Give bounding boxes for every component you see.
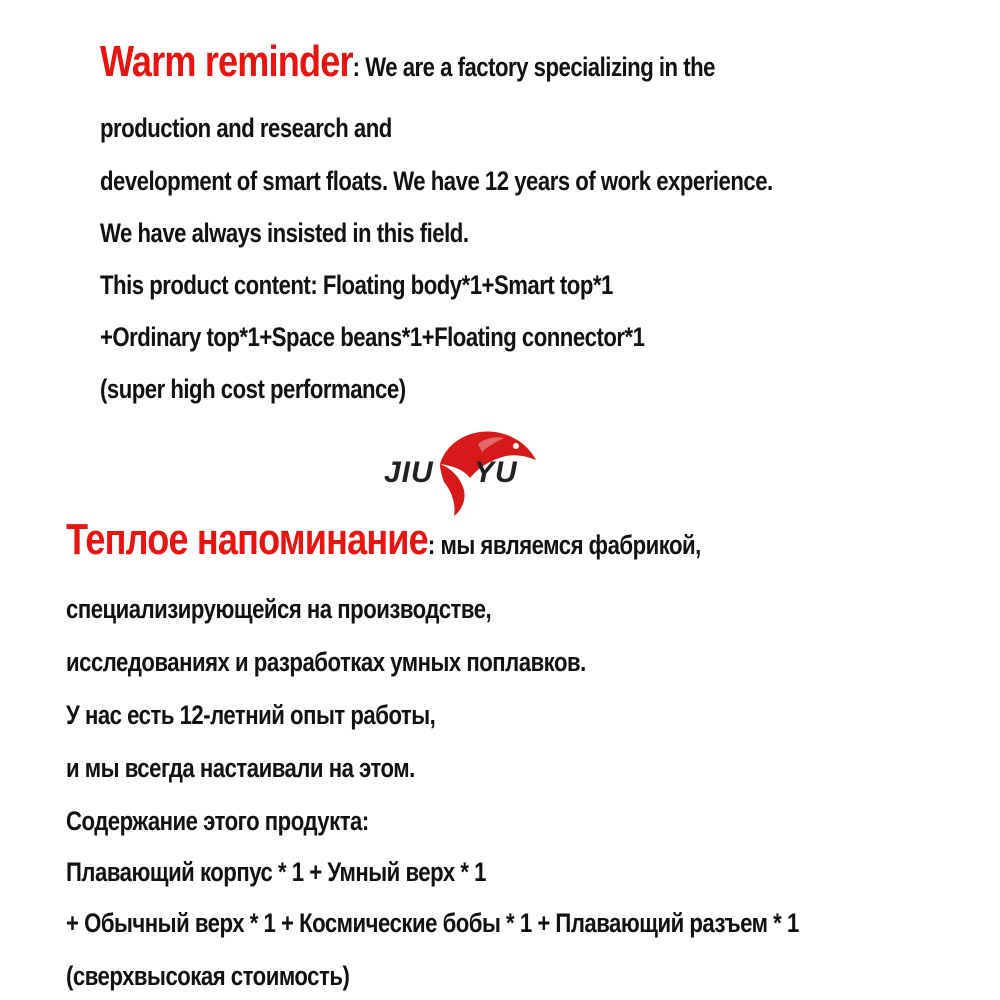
english-heading: Warm reminder <box>100 37 353 86</box>
russian-heading: Теплое напоминание <box>66 515 428 564</box>
jiuyu-logo <box>378 420 538 520</box>
russian-heading-line <box>66 515 701 564</box>
russian-line-4: У нас есть 12-летний опыт работы, <box>66 700 436 730</box>
russian-line-6: Содержание этого продукта: <box>66 806 369 836</box>
english-line-4: We have always insisted in this field. <box>100 218 469 248</box>
english-line-5: This product content: Floating body*1+Smart top*1 <box>100 270 613 300</box>
russian-line-7: Плавающий корпус * 1 + Умный верх * 1 <box>66 857 486 887</box>
english-line-6: +Ordinary top*1+Space beans*1+Floating connector*1 <box>100 322 645 352</box>
english-line-1: : We are a factory specializing in the <box>352 52 715 82</box>
russian-line-3: исследованиях и разработках умных поплавков. <box>66 647 586 677</box>
russian-line-9: (сверхвысокая стоимость) <box>66 961 350 991</box>
english-line-3: development of smart floats. We have 12 years of work experience. <box>100 166 773 196</box>
russian-line-5: и мы всегда настаивали на этом. <box>66 753 415 783</box>
brand-left-text: JIU <box>384 456 434 489</box>
english-heading-line <box>100 37 715 86</box>
russian-line-2: специализирующейся на производстве, <box>66 594 492 624</box>
english-line-2: production and research and <box>100 113 392 143</box>
russian-line-8: + Обычный верх * 1 + Космические бобы * 1 + Плавающий разъем * 1 <box>66 908 799 938</box>
english-line-7: (super high cost performance) <box>100 374 406 404</box>
russian-line-1: : мы являемся фабрикой, <box>427 530 701 560</box>
brand-right-text: YU <box>474 456 518 489</box>
